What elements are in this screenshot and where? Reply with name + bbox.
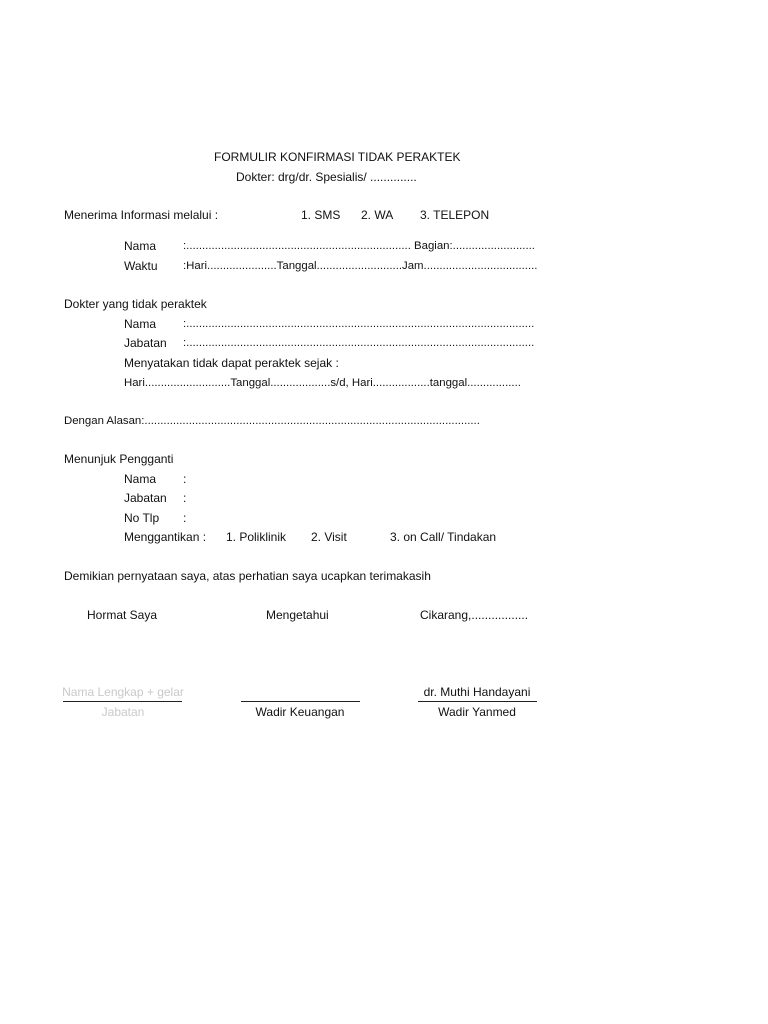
dokter-jabatan-field: :.............................................................................................................. (183, 337, 535, 349)
pengganti-nama-colon: : (183, 472, 187, 486)
signature-col3-name: dr. Muthi Handayani (423, 685, 531, 699)
info-nama-label: Nama (124, 239, 157, 253)
signature-col2-role: Wadir Keuangan (255, 705, 345, 719)
info-option-telepon: 3. TELEPON (420, 208, 490, 222)
dokter-heading: Dokter yang tidak peraktek (64, 297, 207, 311)
pengganti-heading: Menunjuk Pengganti (64, 452, 174, 466)
menggantikan-option-oncall: 3. on Call/ Tindakan (390, 530, 497, 544)
info-option-wa: 2. WA (361, 208, 394, 222)
info-waktu-label: Waktu (124, 259, 158, 273)
info-label: Menerima Informasi melalui : (64, 208, 219, 222)
signature-col3-header: Cikarang,................. (420, 608, 529, 622)
signature-col1-role: Jabatan (101, 705, 145, 719)
info-waktu-field: :Hari......................Tanggal...........................Jam.................................... (183, 260, 538, 272)
dokter-nama-field: :.............................................................................................................. (183, 318, 535, 330)
pengganti-jabatan-label: Jabatan (124, 491, 167, 505)
dokter-dates-field: Hari...........................Tanggal...................s/d, Hari..................tanggal................. (124, 377, 521, 389)
closing-statement: Demikian pernyataan saya, atas perhatian saya ucapkan terimakasih (64, 569, 431, 583)
alasan-field: Dengan Alasan:.......................................................................................................... (64, 415, 480, 427)
pengganti-jabatan-colon: : (183, 491, 187, 505)
signature-col2-line (241, 701, 360, 702)
dokter-jabatan-label: Jabatan (124, 336, 167, 350)
signature-col1-name: Nama Lengkap + gelar (62, 685, 184, 699)
form-subtitle: Dokter: drg/dr. Spesialis/ .............. (236, 170, 417, 184)
form-title: FORMULIR KONFIRMASI TIDAK PERAKTEK (214, 150, 461, 164)
info-nama-field: :....................................................................... Bagian:.......................... (183, 240, 535, 252)
signature-col2-header: Mengetahui (266, 608, 329, 622)
menggantikan-label: Menggantikan : (124, 530, 207, 544)
menggantikan-option-visit: 2. Visit (311, 530, 347, 544)
signature-col1-line (63, 701, 182, 702)
pengganti-nama-label: Nama (124, 472, 157, 486)
signature-col1-header: Hormat Saya (87, 608, 158, 622)
dokter-statement: Menyatakan tidak dapat peraktek sejak : (124, 356, 339, 370)
pengganti-notlp-label: No Tlp (124, 511, 160, 525)
signature-col3-line (418, 701, 537, 702)
info-option-sms: 1. SMS (301, 208, 341, 222)
pengganti-notlp-colon: : (183, 511, 187, 525)
dokter-nama-label: Nama (124, 317, 157, 331)
signature-col3-role: Wadir Yanmed (438, 705, 516, 719)
menggantikan-option-poliklinik: 1. Poliklinik (226, 530, 287, 544)
